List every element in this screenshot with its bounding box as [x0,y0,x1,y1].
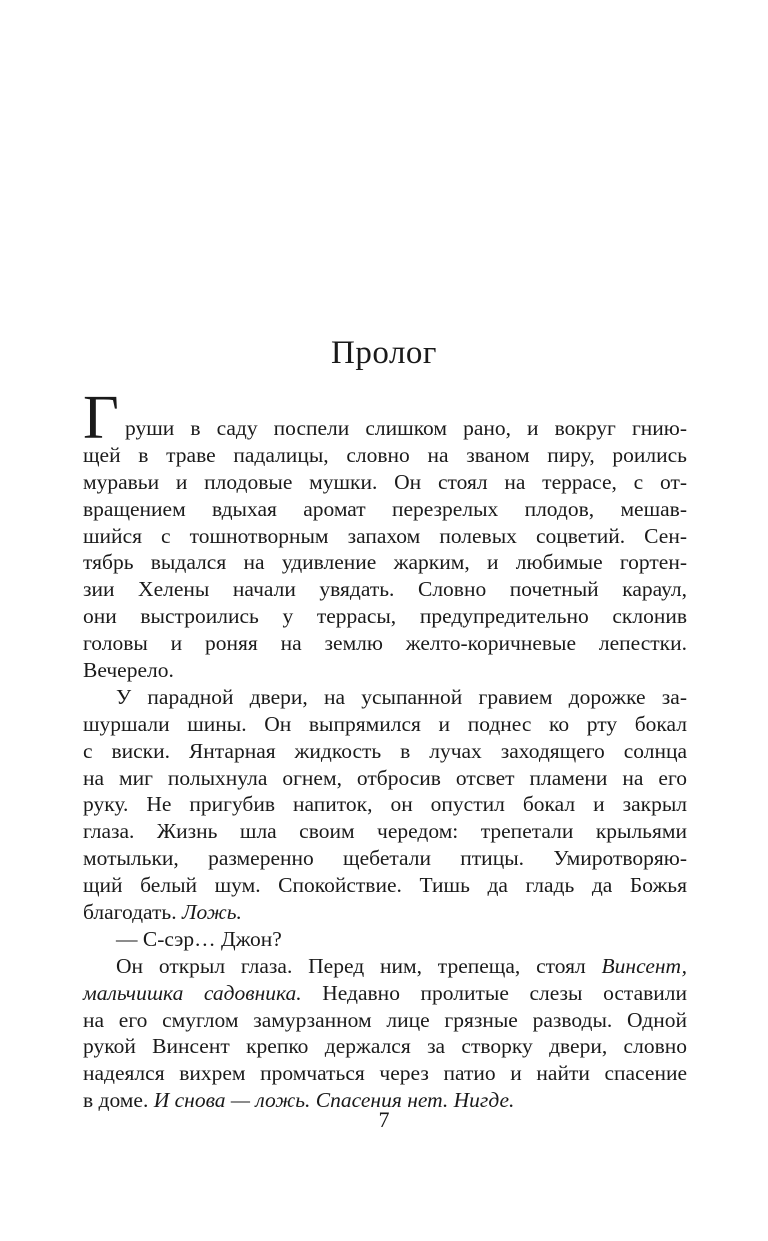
text-line [83,899,687,926]
text-line: они выстроились у террасы, предупредительно склонив [83,604,687,629]
italic-fragment: мальчишка садовника. [83,980,302,1005]
text-line: зии Хелены начали увядать. Словно почетный караул, [83,577,687,602]
text-fragment: в доме. [83,1088,149,1113]
drop-cap: Г [83,384,119,452]
italic-fragment: Ложь. [181,900,242,925]
text-line: мотыльки, размеренно щебетали птицы. Умиротворяю- [83,846,687,871]
text-line: Вечерело. [83,658,174,683]
text-line: на его смуглом замурзанном лице грязные разводы. Одной [83,1007,687,1032]
text-fragment: Он открыл глаза. Перед ним, трепеща, стоял [116,953,586,978]
text-line: шийся с тошнотворным запахом полевых соцветий. Сен- [83,523,687,548]
text-line: щей в траве падалицы, словно на званом пиру, роились [83,442,687,467]
text-line: руку. Не пригубив напиток, он опустил бокал и закрыл [83,792,687,817]
dialogue-line: — С-сэр… Джон? [116,926,282,951]
text-line: глаза. Жизнь шла своим чередом: трепетали крыльями [83,819,687,844]
text-line: надеялся вихрем промчаться через патио и найти спасение [83,1061,687,1086]
italic-fragment: Винсент, [601,953,687,978]
text-line: У парадной двери, на усыпанной гравием дорожке за- [116,684,687,709]
text-fragment: благодать. [83,900,177,925]
text-line: рукой Винсент крепко держался за створку двери, словно [83,1034,687,1059]
text-line: щий белый шум. Спокойствие. Тишь да гладь да Божья [83,873,687,898]
text-fragment: Недавно пролитые слезы оставили [322,980,687,1005]
text-line: руши в саду поспели слишком рано, и вокруг гнию- [125,416,687,440]
text-line [83,980,687,1007]
text-line: головы и роняя на землю желто-коричневые лепестки. [83,631,687,656]
chapter-title: Пролог [331,335,437,371]
italic-fragment: И снова — ложь. Спасения нет. Нигде. [153,1088,515,1113]
page-number: 7 [378,1107,390,1132]
text-line: с виски. Янтарная жидкость в лучах заходящего солнца [83,738,687,763]
text-line: вращением вдыхая аромат перезрелых плодов, мешав- [83,496,687,521]
text-line: на миг полыхнула огнем, отбросив отсвет пламени на его [83,765,687,790]
text-line: тябрь выдался на удивление жарким, и любимые гортен- [83,550,687,575]
text-line [83,953,687,980]
text-line: шуршали шины. Он выпрямился и поднес ко рту бокал [83,711,687,736]
text-line: муравьи и плодовые мушки. Он стоял на террасе, с от- [83,469,687,494]
body-text [83,415,687,1114]
